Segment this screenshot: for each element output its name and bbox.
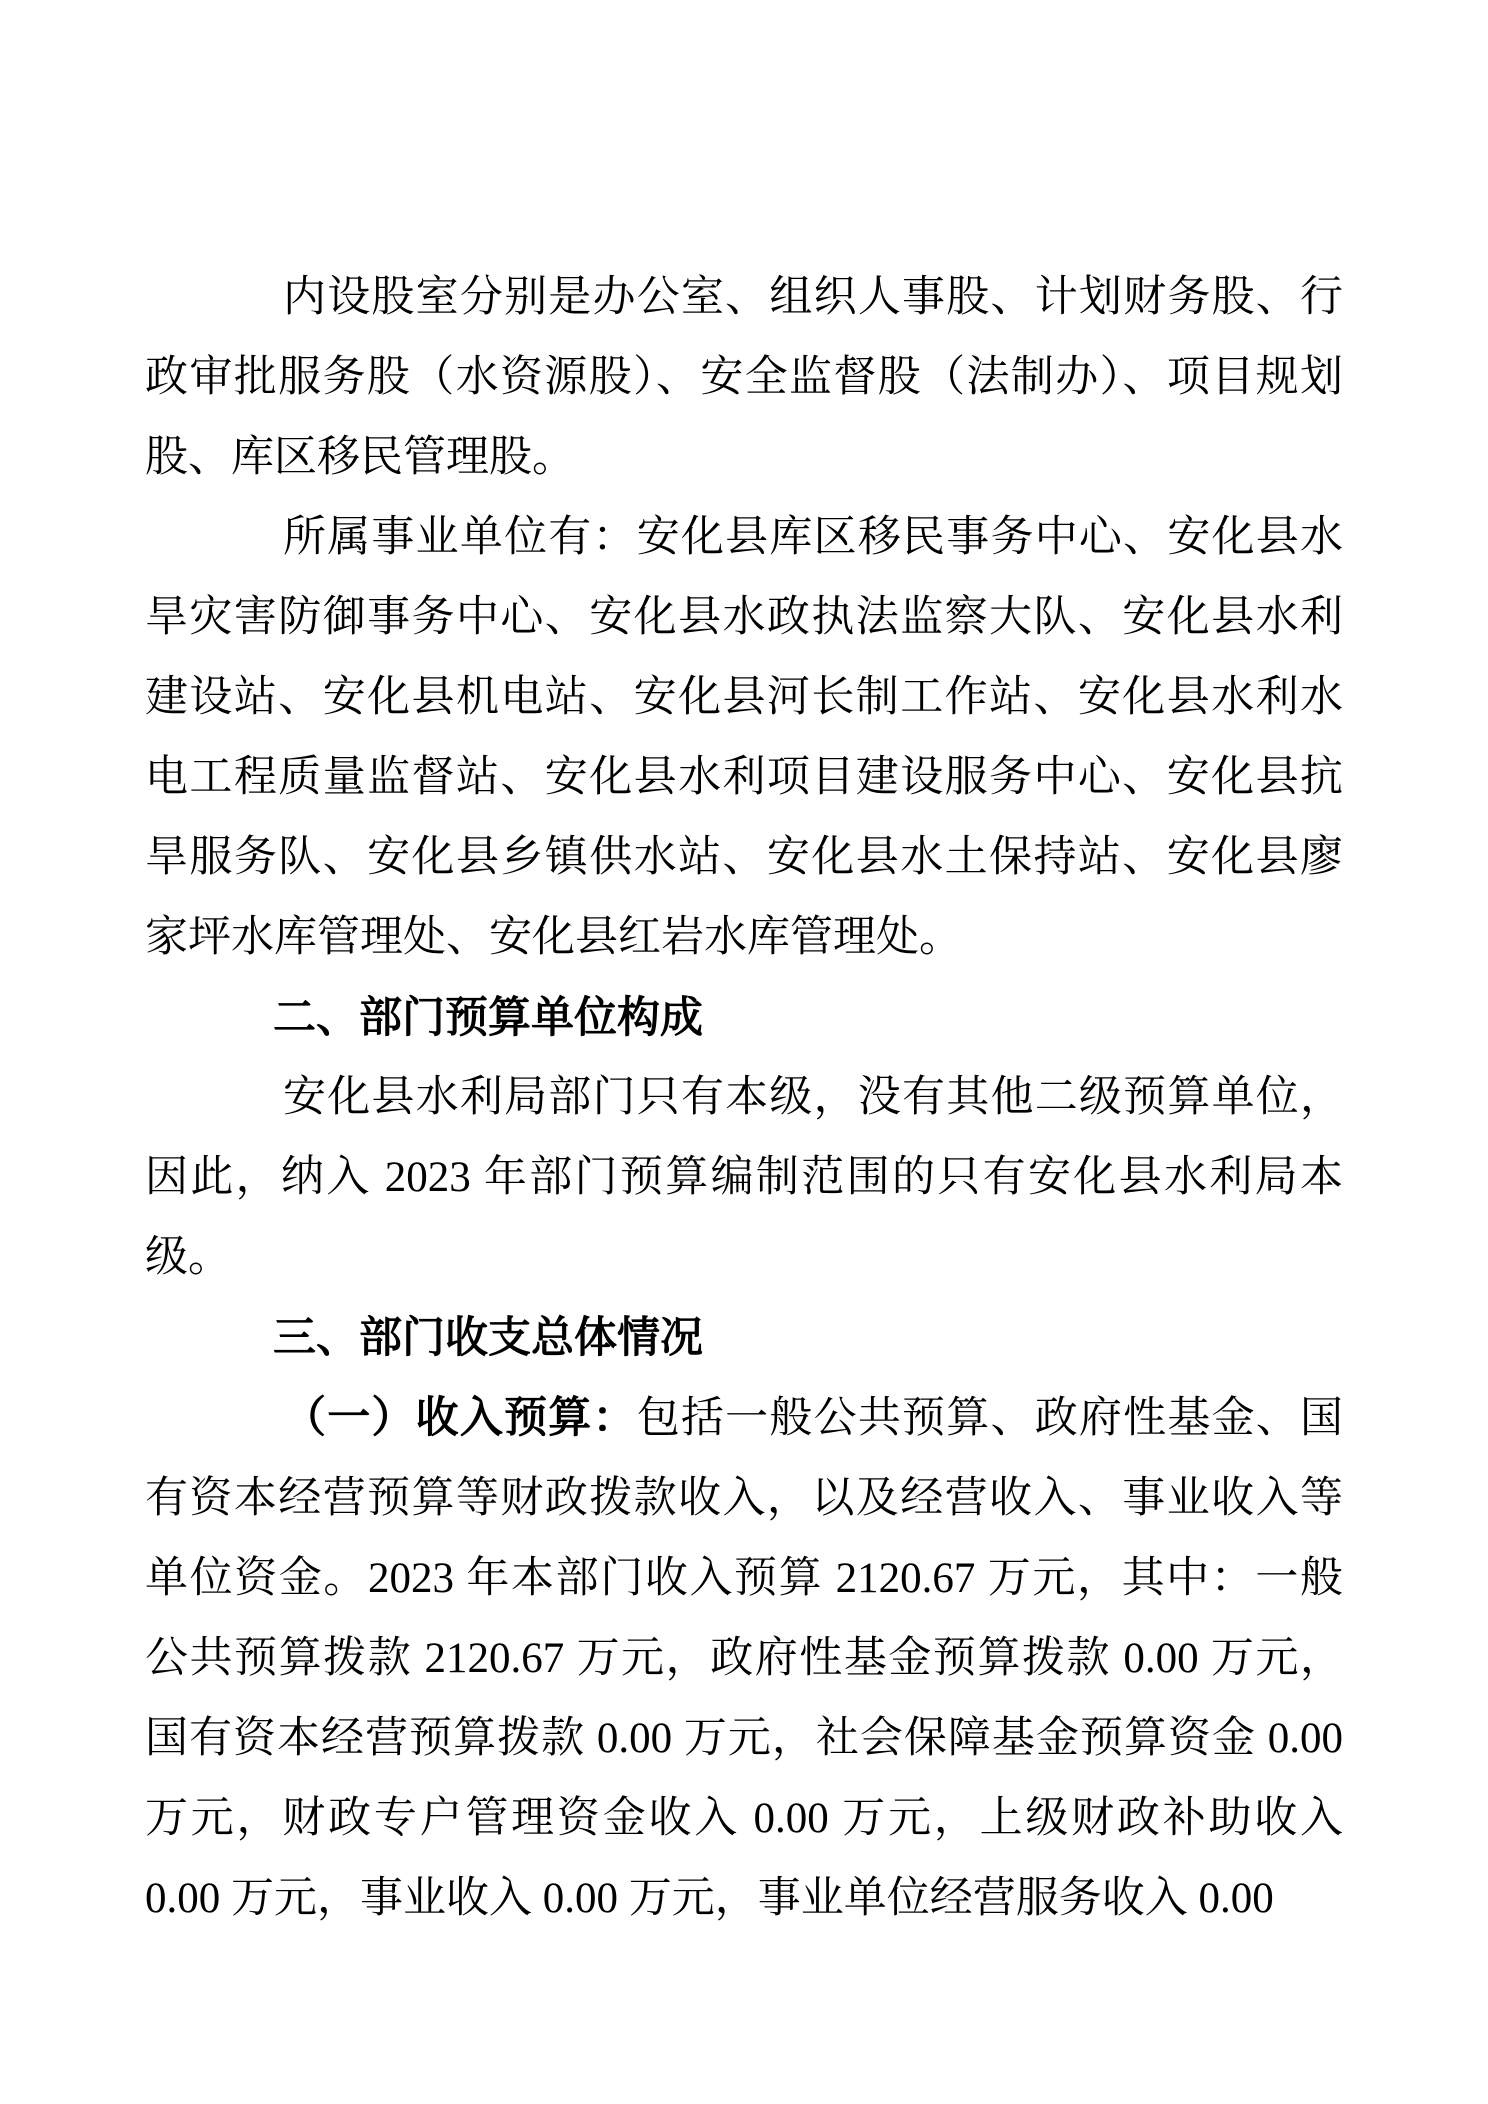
paragraph-budget-unit-scope: 安化县水利局部门只有本级，没有其他二级预算单位，因此，纳入 2023 年部门预算编制范围的只有安化县水利局本级。 bbox=[145, 1074, 1343, 1281]
paragraph-affiliated-units: 所属事业单位有：安化县库区移民事务中心、安化县水旱灾害防御事务中心、安化县水政执法监察大队、安化县水利建设站、安化县机电站、安化县河长制工作站、安化县水利水电工程质量监督站、安化县水利项目建设服务中心、安化县抗旱服务队、安化县乡镇供水站、安化县水土保持站、安化县廖家坪水库管理处、安化县红岩水库管理处。 bbox=[145, 514, 1343, 961]
heading-section-three-revenue-expenditure-overview: 三、部门收支总体情况 bbox=[273, 1314, 703, 1362]
paragraph-income-budget bbox=[145, 1378, 1343, 1939]
income-budget-text: 包括一般公共预算、政府性基金、国有资本经营预算等财政拨款收入，以及经营收入、事业收入等单位资金。2023 年本部门收入预算 2120.67 万元，其中：一般公共预算拨款 2120.67 万元，政府性基金预算拨款 0.00 万元，国有资本经营预算拨款 0.00 万元，社会保障基金预算资金 0.00 万元，财政专户管理资金收入 0.00 万元，上级财政补助收入 0.00 万元，事业收入 0.00 万元，事业单位经营服务收入 0.00 bbox=[145, 1395, 1344, 1922]
paragraph-internal-sections: 内设股室分别是办公室、组织人事股、计划财务股、行政审批服务股（水资源股）、安全监督股（法制办）、项目规划股、库区移民管理股。 bbox=[145, 274, 1343, 481]
income-budget-lead-label: （一）收入预算： bbox=[283, 1394, 637, 1442]
heading-section-two-budget-unit-composition: 二、部门预算单位构成 bbox=[273, 994, 703, 1042]
